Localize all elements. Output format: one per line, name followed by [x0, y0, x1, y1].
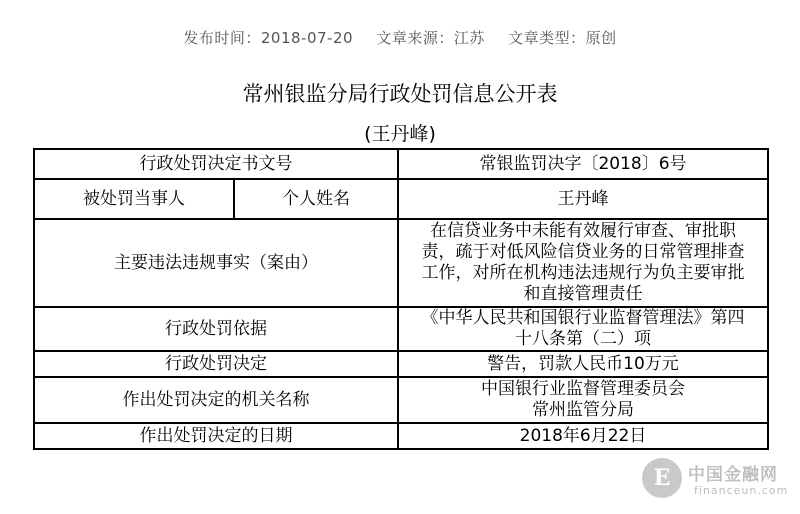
publish-time: 发布时间：2018-07-20 — [183, 29, 354, 47]
decision-value: 警告，罚款人民币10万元 — [398, 351, 768, 377]
table-row — [34, 307, 768, 351]
table-row — [34, 179, 768, 219]
watermark-cn-text: 中国金融网 — [688, 465, 778, 485]
article-type: 文章类型：原创 — [508, 29, 617, 47]
basis-line: 十八条第（二）项 — [515, 329, 651, 349]
basis-value — [398, 307, 768, 351]
authority-line: 常州监管分局 — [532, 400, 634, 420]
authority-line: 中国银行业监督管理委员会 — [481, 379, 685, 399]
facts-line: 和直接管理责任 — [523, 284, 643, 304]
party-value: 王丹峰 — [398, 179, 768, 219]
document-subtitle: (王丹峰) — [364, 123, 436, 145]
article-source: 文章来源：江苏 — [376, 29, 485, 47]
facts-value — [398, 219, 768, 307]
decision-label: 行政处罚决定 — [34, 351, 398, 377]
table-row — [34, 423, 768, 449]
facts-line: 责，疏于对低风险信贷业务的日常管理排查 — [421, 242, 745, 262]
facts-label: 主要违法违规事实（案由） — [34, 219, 398, 307]
party-label: 被处罚当事人 — [34, 179, 234, 219]
doc-number-value: 常银监罚决字〔2018〕6号 — [398, 149, 768, 179]
table-row — [34, 219, 768, 307]
table-row — [34, 377, 768, 423]
facts-line: 工作，对所在机构违法违规行为负主要审批 — [421, 263, 745, 283]
authority-label: 作出处罚决定的机关名称 — [34, 377, 398, 423]
party-sublabel: 个人姓名 — [234, 179, 398, 219]
authority-value — [398, 377, 768, 423]
table-row — [34, 351, 768, 377]
financeun-logo-icon: E — [642, 458, 682, 498]
basis-label: 行政处罚依据 — [34, 307, 398, 351]
site-watermark — [642, 454, 792, 508]
facts-line: 在信贷业务中未能有效履行审查、审批职 — [430, 221, 736, 241]
article-meta — [0, 27, 800, 48]
penalty-info-table — [33, 148, 769, 450]
document-title: 常州银监分局行政处罚信息公开表 — [242, 82, 558, 106]
date-label: 作出处罚决定的日期 — [34, 423, 398, 449]
table-row — [34, 149, 768, 179]
watermark-en-text: financeun.com — [694, 484, 789, 497]
date-value: 2018年6月22日 — [398, 423, 768, 449]
doc-number-label: 行政处罚决定书文号 — [34, 149, 398, 179]
basis-line: 《中华人民共和国银行业监督管理法》第四 — [421, 308, 745, 328]
